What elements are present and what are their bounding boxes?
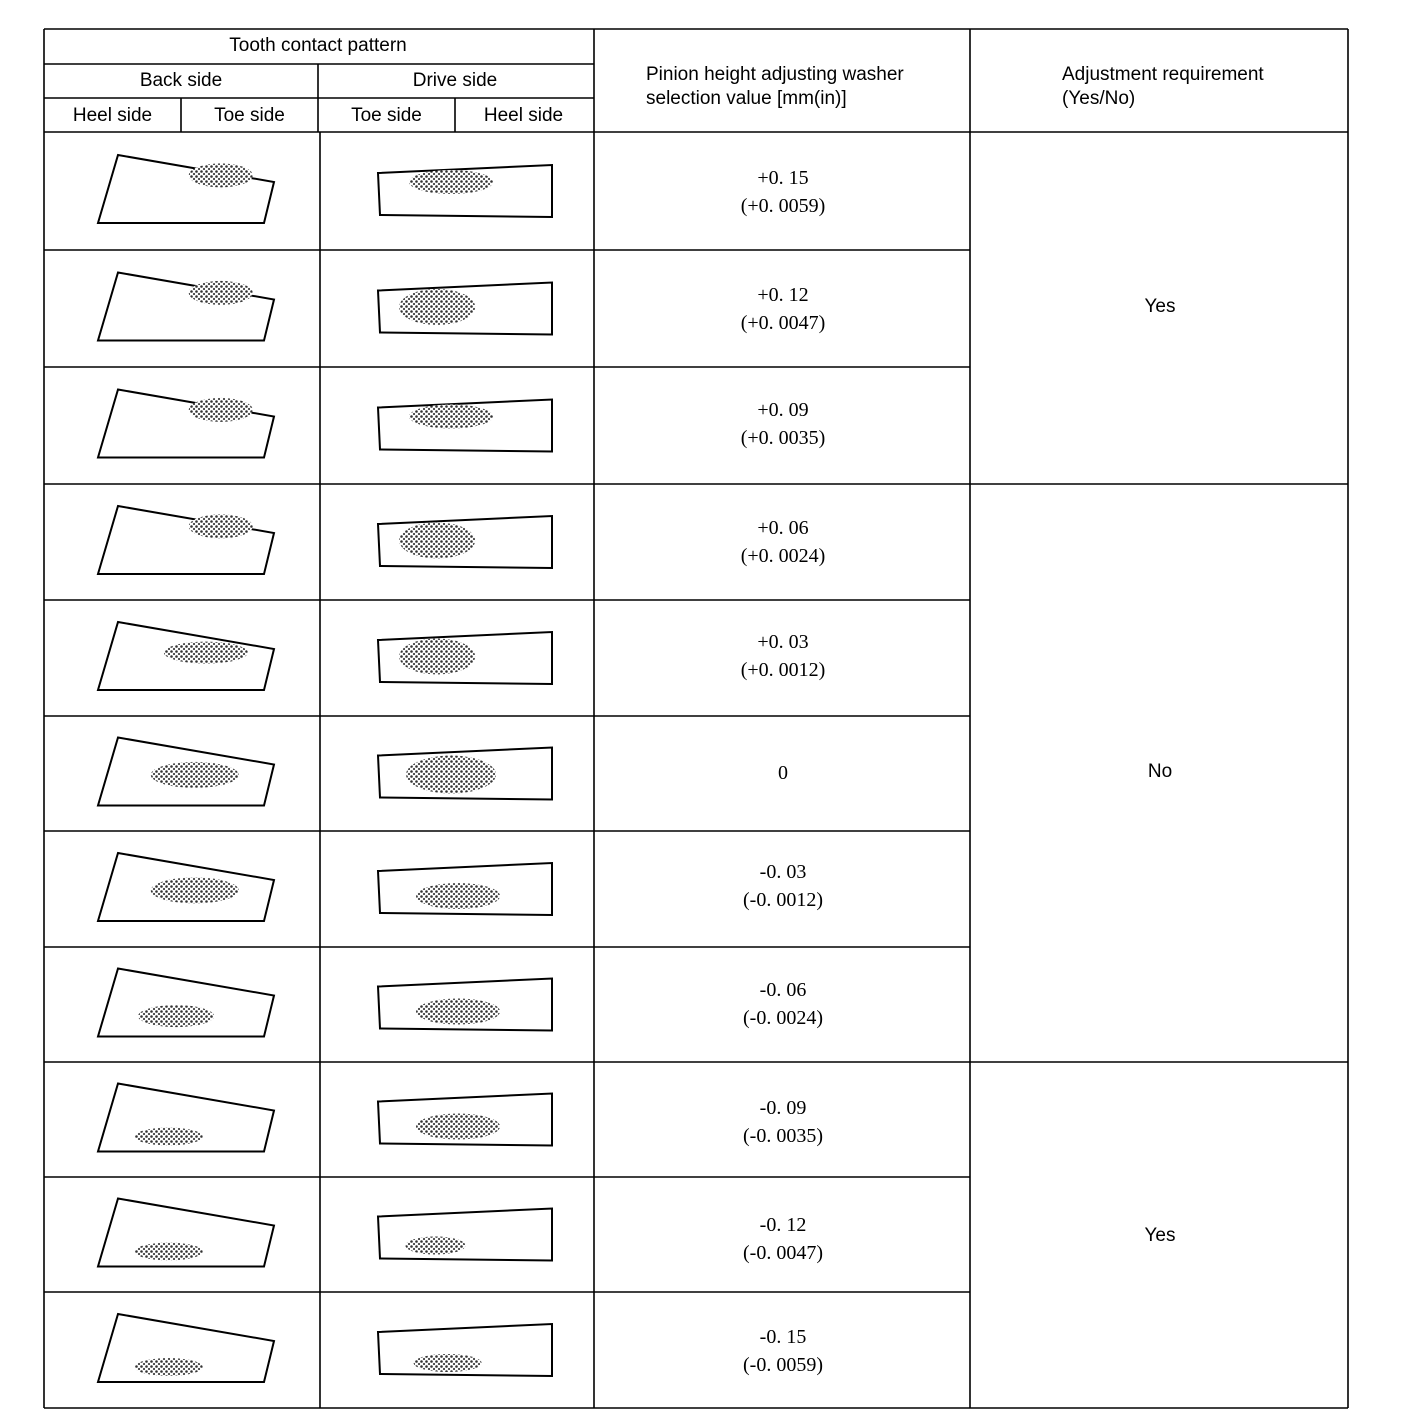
washer-mm: -0. 15 [759,1326,807,1348]
drive-side-contact-pattern [399,639,475,675]
back-side-contact-pattern [135,1243,203,1261]
header-back-side: Back side [139,70,223,91]
washer-mm: 0 [778,762,788,784]
drive-side-contact-pattern [416,883,500,909]
drive-side-contact-pattern [405,1237,465,1255]
washer-value-row-1 [596,164,970,220]
adjustment-yes-upper: Yes [1144,296,1176,317]
back-side-contact-pattern [189,281,253,305]
drive-side-contact-pattern [409,170,493,194]
drive-side-contact-pattern [416,999,500,1025]
back-side-contact-pattern [151,762,239,788]
washer-inch: (+0. 0024) [740,545,826,567]
adjustment-yes-lower: Yes [1144,1225,1176,1246]
washer-inch: (+0. 0059) [740,195,826,217]
drive-side-contact-pattern [409,405,493,429]
back-side-contact-pattern [164,642,248,664]
washer-mm: -0. 12 [759,1214,807,1236]
back-side-contact-pattern [189,163,253,187]
back-side-contact-pattern [135,1128,203,1146]
header-washer-line1: Pinion height adjusting washer [646,64,904,85]
washer-inch: (+0. 0035) [740,427,826,449]
back-side-contact-pattern [189,398,253,422]
drive-side-contact-pattern [406,756,496,794]
washer-inch: (-0. 0035) [743,1125,823,1147]
washer-mm: -0. 03 [759,861,807,883]
header-back-toe-side: Toe side [214,105,285,126]
back-side-contact-pattern [189,514,253,538]
drive-side-contact-pattern [399,289,475,325]
washer-mm: +0. 09 [757,399,809,421]
back-side-tooth-outline [98,506,274,574]
back-side-tooth-outline [98,155,274,223]
washer-value-row-2 [596,281,970,337]
washer-value-row-8 [596,976,970,1032]
drive-side-contact-pattern [416,1114,500,1140]
header-washer-line2: selection value [mm(in)] [646,88,847,109]
washer-inch: (+0. 0047) [740,312,826,334]
washer-inch: (-0. 0024) [743,1007,823,1029]
washer-value-row-11 [596,1323,970,1379]
washer-value-row-9 [596,1094,970,1150]
header-drive-toe-side: Toe side [351,105,422,126]
washer-mm: +0. 03 [757,631,809,653]
back-side-contact-pattern [151,877,239,903]
drive-side-contact-pattern [399,523,475,559]
washer-value-row-4 [596,514,970,570]
washer-value-row-6 [596,759,970,787]
header-drive-heel-side: Heel side [483,105,564,126]
adjustment-no: No [1147,761,1173,782]
washer-value-row-7 [596,858,970,914]
back-side-contact-pattern [138,1005,214,1027]
header-adjustment-requirement [1062,63,1264,111]
drive-side-tooth-outline [378,1209,552,1261]
header-back-heel-side: Heel side [72,105,153,126]
washer-value-row-5 [596,628,970,684]
washer-inch: (-0. 0012) [743,889,823,911]
drive-side-contact-pattern [414,1354,482,1372]
back-side-tooth-outline [98,390,274,458]
header-washer-value [646,63,904,111]
header-adjust-line2: (Yes/No) [1062,88,1136,109]
back-side-tooth-outline [98,273,274,341]
washer-value-row-10 [596,1211,970,1267]
washer-inch: (-0. 0047) [743,1242,823,1264]
washer-mm: +0. 12 [757,284,809,306]
washer-inch: (-0. 0059) [743,1354,823,1376]
washer-mm: -0. 06 [759,979,807,1001]
washer-inch: (+0. 0012) [740,659,826,681]
header-adjust-line1: Adjustment requirement [1062,64,1264,85]
washer-value-row-3 [596,396,970,452]
header-tooth-contact-pattern: Tooth contact pattern [229,35,407,56]
washer-mm: +0. 15 [757,167,809,189]
back-side-contact-pattern [135,1358,203,1376]
washer-mm: +0. 06 [757,517,809,539]
washer-mm: -0. 09 [759,1097,807,1119]
header-drive-side: Drive side [412,70,498,91]
